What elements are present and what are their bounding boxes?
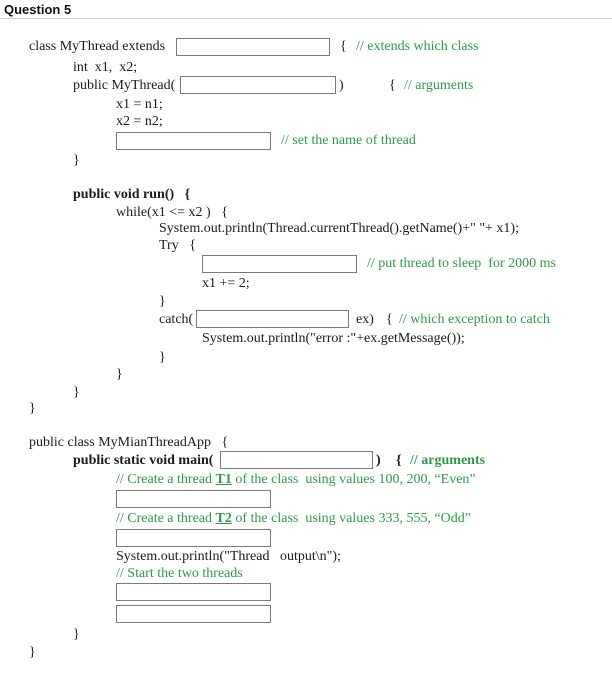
increment-line: x1 += 2; <box>202 276 250 291</box>
main-method-declaration: public static void main( <box>73 453 214 468</box>
extends-comment: // extends which class <box>356 39 479 54</box>
main-arguments-comment: // arguments <box>410 453 486 468</box>
fields-line: int x1, x2; <box>73 60 138 75</box>
main-args-input[interactable] <box>220 451 373 469</box>
constructor-open-brace: { <box>389 78 396 93</box>
assign-x1-line: x1 = n1; <box>116 97 163 112</box>
run-close-brace: } <box>73 385 80 400</box>
main-close-paren: ) <box>376 453 381 468</box>
create-t1-comment: // Create a thread T1 of the class using values 100, 200, “Even” <box>116 472 476 487</box>
constructor-close-paren: ) <box>339 78 344 93</box>
exception-comment: // which exception to catch <box>399 312 550 327</box>
assign-x2-line: x2 = n2; <box>116 114 163 129</box>
app-class-close-brace: } <box>29 645 36 660</box>
while-line: while(x1 <= x2 ) { <box>116 205 228 220</box>
catch-keyword: catch( <box>159 312 194 327</box>
class-open-brace: { <box>340 39 347 54</box>
main-open-brace: { <box>396 453 402 468</box>
catch-close-brace: } <box>159 350 166 365</box>
class-close-brace: } <box>29 401 36 416</box>
start-t2-input[interactable] <box>116 605 271 623</box>
println-error: System.out.println("error :"+ex.getMessage()); <box>202 331 465 346</box>
println-thread-name: System.out.println(Thread.currentThread().getName()+" "+ x1); <box>159 221 519 236</box>
constructor-close-brace: } <box>73 153 80 168</box>
set-name-input[interactable] <box>116 132 271 150</box>
sleep-input[interactable] <box>202 255 357 273</box>
question-header <box>0 0 612 19</box>
exception-type-input[interactable] <box>196 310 349 328</box>
try-line: Try { <box>159 238 196 253</box>
t1-label: T1 <box>215 472 232 487</box>
constructor-args-input[interactable] <box>180 76 336 94</box>
class-declaration: class MyThread extends <box>29 39 166 54</box>
constructor-declaration: public MyThread( <box>73 78 176 93</box>
create-t2-input[interactable] <box>116 529 271 547</box>
create-t1-input[interactable] <box>116 490 271 508</box>
run-method-declaration: public void run() { <box>73 187 191 202</box>
while-close-brace: } <box>116 367 123 382</box>
start-threads-comment: // Start the two threads <box>116 566 243 581</box>
try-close-brace: } <box>159 294 166 309</box>
main-close-brace: } <box>73 627 80 642</box>
question-title: Question 5 <box>4 2 72 17</box>
catch-ex-param: ex) <box>356 312 374 327</box>
app-class-declaration: public class MyMianThreadApp { <box>29 435 229 450</box>
sleep-comment: // put thread to sleep for 2000 ms <box>367 256 556 271</box>
println-output: System.out.println("Thread output\n"); <box>116 549 341 564</box>
arguments-comment: // arguments <box>404 78 474 93</box>
start-t1-input[interactable] <box>116 583 271 601</box>
catch-open-brace: { <box>386 312 393 327</box>
t2-label: T2 <box>215 511 232 526</box>
set-name-comment: // set the name of thread <box>281 133 416 148</box>
create-t2-comment: // Create a thread T2 of the class using values 333, 555, “Odd” <box>116 511 471 526</box>
extends-class-input[interactable] <box>176 38 330 56</box>
